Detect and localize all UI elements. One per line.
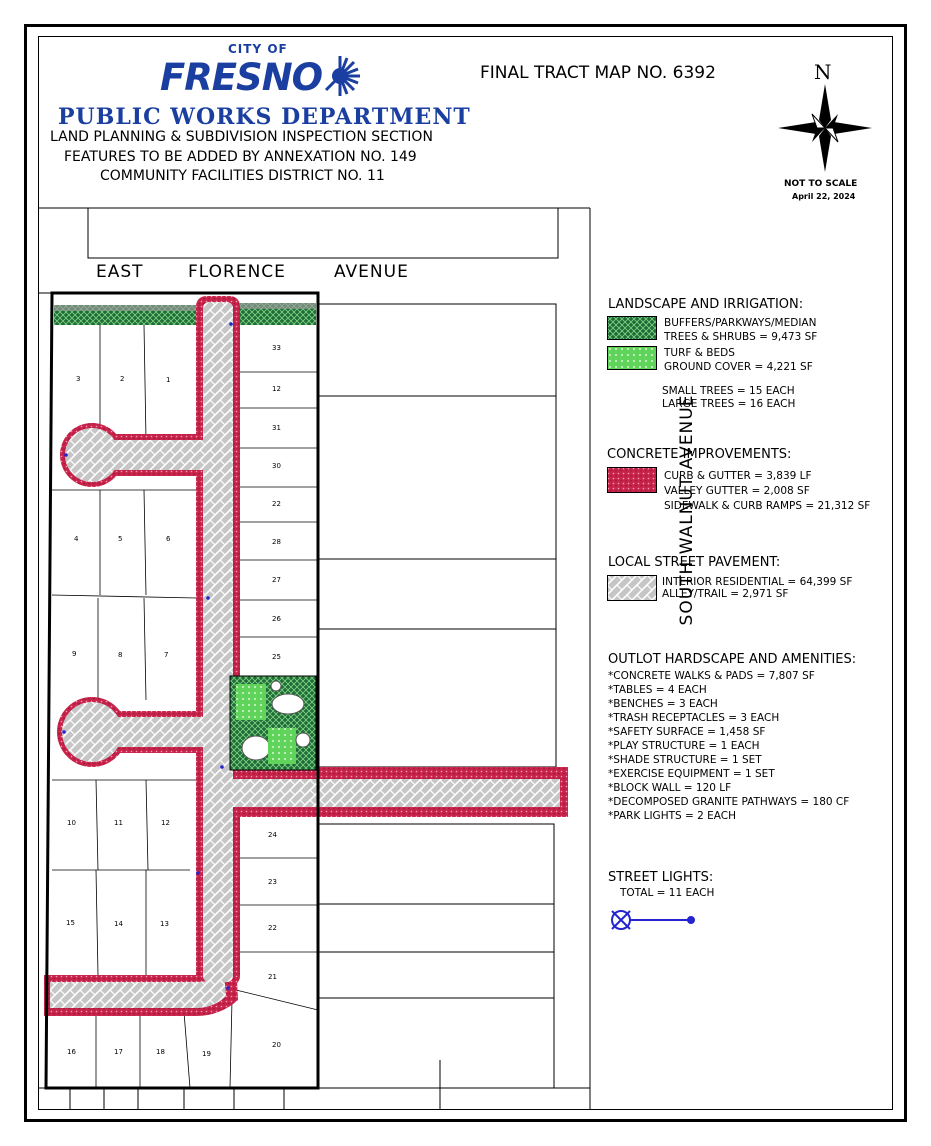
lot-number: 23: [268, 878, 277, 886]
outlot-item: *BLOCK WALL = 120 LF: [608, 782, 732, 794]
lot-number: 27: [272, 576, 281, 584]
lot-number: 16: [67, 1048, 76, 1056]
lot-number: 25: [272, 653, 281, 661]
legend-landscape-title: LANDSCAPE AND IRRIGATION:: [608, 297, 804, 312]
legend-pavement-title: LOCAL STREET PAVEMENT:: [608, 555, 781, 570]
map-date: April 22, 2024: [792, 192, 856, 201]
legend-alley: ALLEY/TRAIL = 2,971 SF: [662, 588, 789, 600]
lot-number: 9: [72, 650, 77, 658]
turf-swatch-icon: [607, 346, 657, 370]
lot-number: 13: [160, 920, 169, 928]
not-to-scale-note: NOT TO SCALE: [784, 179, 858, 189]
lot-number: 3: [76, 375, 81, 383]
outlot-item: *BENCHES = 3 EACH: [608, 698, 718, 710]
adjacent-parcels: [318, 304, 590, 1110]
lot-number: 4: [74, 535, 79, 543]
lot-number: 5: [118, 535, 123, 543]
section-subtitle: LAND PLANNING & SUBDIVISION INSPECTION SECTION: [50, 129, 433, 145]
street-label-avenue: AVENUE: [334, 262, 409, 282]
bottom-parcels: [38, 1088, 318, 1110]
lot-number: 6: [166, 535, 171, 543]
street-label-walnut: SOUTH WALNUT AVENUE: [677, 394, 697, 626]
legend-buffers-line1: BUFFERS/PARKWAYS/MEDIAN: [664, 317, 817, 329]
lot-number: 12: [161, 819, 170, 827]
legend-large-trees: LARGE TREES = 16 EACH: [662, 398, 796, 410]
lot-number: 18: [156, 1048, 165, 1056]
curb-swatch-icon: [607, 467, 657, 493]
legend-turf-line2: GROUND COVER = 4,221 SF: [664, 361, 813, 373]
lot-number: 11: [114, 819, 123, 827]
lot-number: 21: [268, 973, 277, 981]
lot-number: 2: [120, 375, 125, 383]
lot-number: 15: [66, 919, 75, 927]
lot-number: 24: [268, 831, 277, 839]
outlot-item: *SHADE STRUCTURE = 1 SET: [608, 754, 762, 766]
legend-buffers-line2: TREES & SHRUBS = 9,473 SF: [664, 331, 818, 343]
outlot-item: *PARK LIGHTS = 2 EACH: [608, 810, 737, 822]
buffer-swatch-icon: [607, 316, 657, 340]
legend-curb: CURB & GUTTER = 3,839 LF: [664, 470, 812, 482]
lot-number: 26: [272, 615, 281, 623]
street-label-florence: FLORENCE: [188, 262, 286, 282]
outlot-item: *TABLES = 4 EACH: [608, 684, 707, 696]
outlot-item: *SAFETY SURFACE = 1,458 SF: [608, 726, 766, 738]
street-label-east: EAST: [96, 262, 144, 282]
lot-number: 22: [268, 924, 277, 932]
outlot-item: *CONCRETE WALKS & PADS = 7,807 SF: [608, 670, 815, 682]
outlot-item: *TRASH RECEPTACLES = 3 EACH: [608, 712, 780, 724]
lot-number: 30: [272, 462, 281, 470]
lot-number: 7: [164, 651, 169, 659]
legend-lights-total: TOTAL = 11 EACH: [620, 887, 715, 899]
curb-and-gutter: [44, 296, 568, 1016]
legend-sidewalk: SIDEWALK & CURB RAMPS = 21,312 SF: [664, 500, 871, 512]
pavement-swatch-icon: [607, 575, 657, 601]
road-line-2: [88, 208, 558, 258]
legend-outlot-title: OUTLOT HARDSCAPE AND AMENITIES:: [608, 652, 857, 667]
fresno-logo-text: FRESNO: [160, 56, 323, 99]
outlot-item: *PLAY STRUCTURE = 1 EACH: [608, 740, 760, 752]
lot-number: 28: [272, 538, 281, 546]
department-title: PUBLIC WORKS DEPARTMENT: [58, 104, 471, 130]
lot-number: 17: [114, 1048, 123, 1056]
lot-number: 20: [272, 1041, 281, 1049]
outlot-item: *EXERCISE EQUIPMENT = 1 SET: [608, 768, 775, 780]
outlot-item: *DECOMPOSED GRANITE PATHWAYS = 180 CF: [608, 796, 850, 808]
district-subtitle: COMMUNITY FACILITIES DISTRICT NO. 11: [100, 168, 385, 184]
street-light-icon: [607, 906, 699, 934]
legend-lights-title: STREET LIGHTS:: [608, 870, 714, 885]
lot-number: 14: [114, 920, 123, 928]
legend-turf-line1: TURF & BEDS: [664, 347, 735, 359]
lot-number: 8: [118, 651, 123, 659]
lot-number: 22: [272, 500, 281, 508]
legend-interior-residential: INTERIOR RESIDENTIAL = 64,399 SF: [662, 576, 853, 588]
lot-number: 1: [166, 376, 171, 384]
north-letter: N: [814, 60, 832, 84]
lot-number: 12: [272, 385, 281, 393]
annexation-subtitle: FEATURES TO BE ADDED BY ANNEXATION NO. 149: [64, 149, 417, 165]
lot-number: 10: [67, 819, 76, 827]
legend-valley: VALLEY GUTTER = 2,008 SF: [664, 485, 810, 497]
city-of-label: CITY OF: [228, 42, 288, 56]
lot-number: 33: [272, 344, 281, 352]
lot-number: 31: [272, 424, 281, 432]
map-title: FINAL TRACT MAP NO. 6392: [480, 63, 716, 83]
legend-small-trees: SMALL TREES = 15 EACH: [662, 385, 795, 397]
lot-number: 19: [202, 1050, 211, 1058]
legend-concrete-title: CONCRETE IMPROVEMENTS:: [607, 447, 792, 462]
